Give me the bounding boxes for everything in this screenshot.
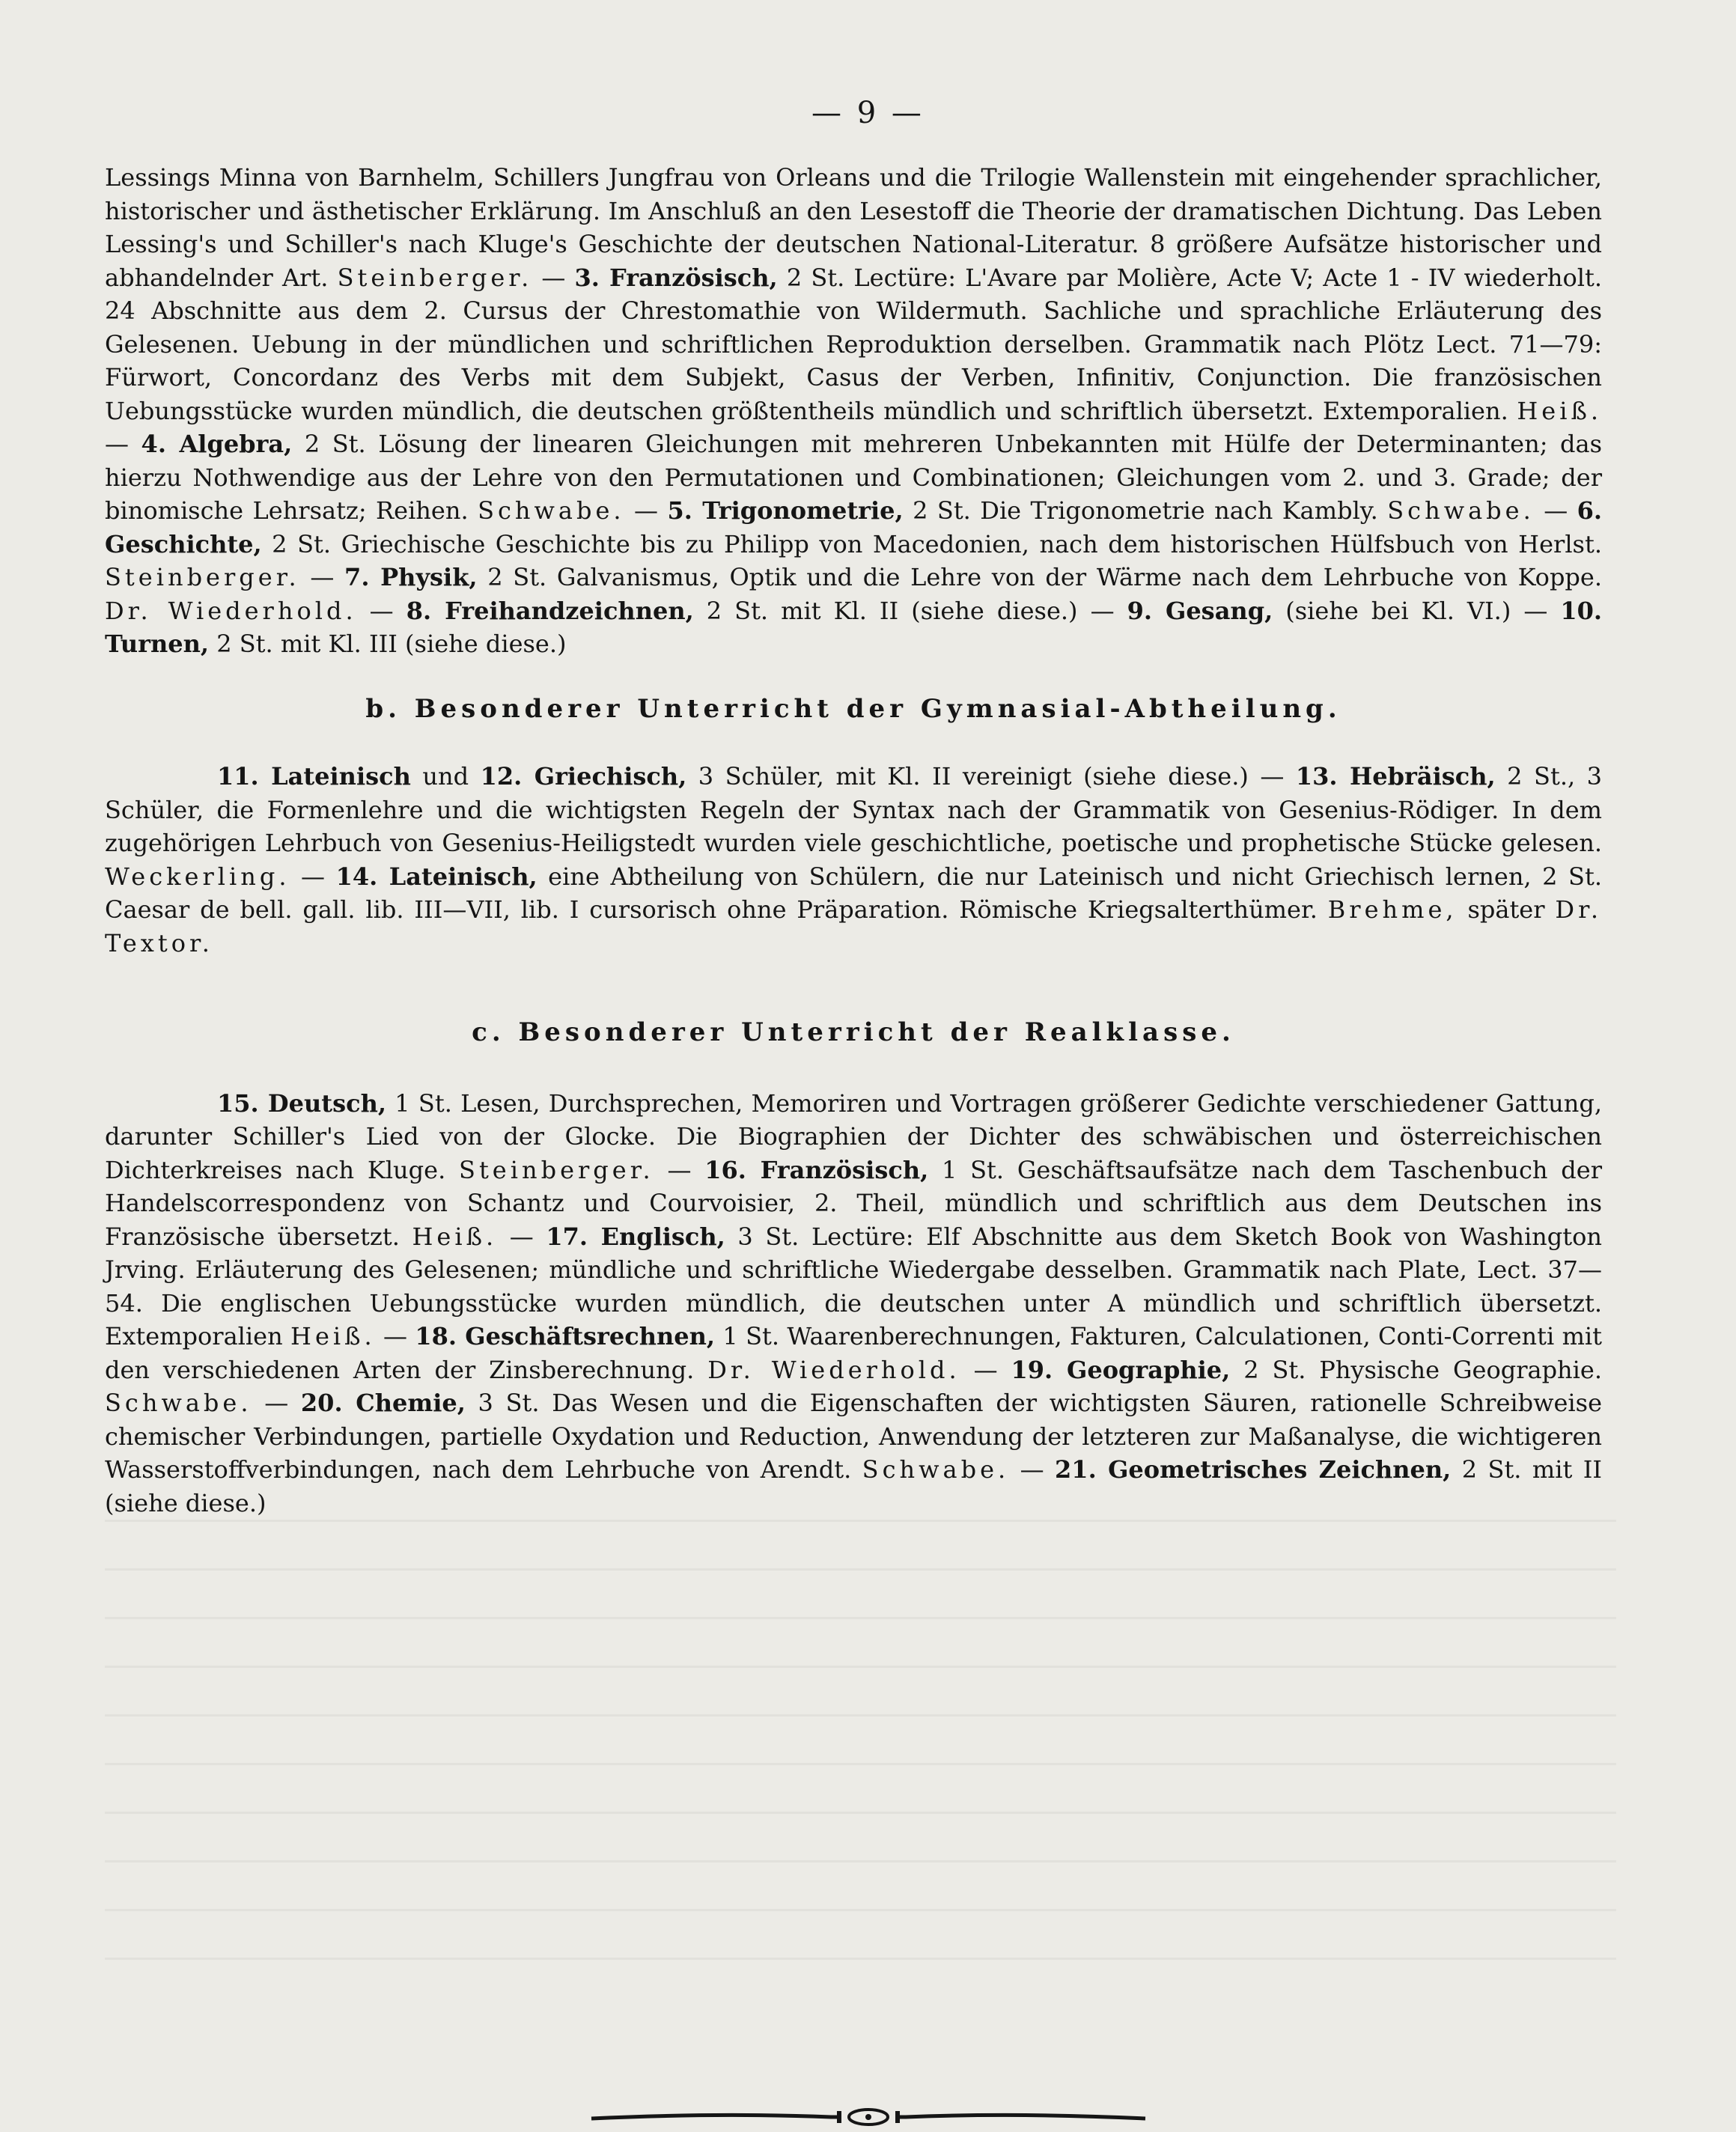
subject-label: 20. Chemie, — [300, 1389, 466, 1417]
body-text: 1 St. Geschäftsaufsätze nach dem Taschenbuch der Handelscorrespondenz von Schantz und Courvoisier, 2. Theil, mündlich und schriftlich aus dem Deutschen ins Französische übersetzt. — [105, 1155, 1602, 1251]
body-text: — — [375, 1322, 415, 1350]
body-text: (siehe bei Kl. VI.) — — [1273, 596, 1561, 625]
subject-label: 4. Algebra, — [141, 430, 293, 458]
body-text: — — [497, 1222, 546, 1251]
teacher-name: Steinberger. — [105, 563, 300, 591]
body-text: 3 St. Lectüre: Elf Abschnitte aus dem Sketch Book von Washington Jrving. Erläuterung des Gelesenen; mündliche und schriftliche Wiedergabe desselben. Grammatik nach Plate, Lect. 37—54. Die englischen Uebungsstücke wurden mündlich, die deutschen unter A mündlich und schriftlich übersetzt. Extemporalien — [105, 1222, 1603, 1350]
body-text: — — [299, 563, 345, 591]
body-text: — — [1009, 1455, 1056, 1484]
teacher-name: Steinberger. — [459, 1155, 654, 1184]
body-text: 3 Schüler, mit Kl. II vereinigt (siehe diese.) — — [686, 762, 1296, 791]
subject-label: 21. Geometrisches Zeichnen, — [1055, 1455, 1452, 1484]
subject-label: 19. Geographie, — [1011, 1355, 1231, 1384]
body-text: — — [356, 596, 406, 625]
subject-label: 6. Geschichte, — [105, 496, 1603, 558]
teacher-name: Steinberger. — [337, 263, 533, 292]
teacher-name: Schwabe. — [478, 496, 625, 525]
body-text: 2 St. mit Kl. II (siehe diese.) — — [693, 596, 1127, 625]
body-text: 2 St. Lösung der linearen Gleichungen mit mehreren Unbekannten mit Hülfe der Determinanten; das hierzu Nothwendige aus der Lehre von den Permutationen und Combinationen; Gleichungen vom 2. und 3. Grade; der binomische Lehrsatz; Reihen. — [105, 430, 1603, 525]
body-text: und — [410, 762, 481, 791]
body-text: — — [252, 1389, 301, 1417]
body-text: — — [960, 1355, 1011, 1384]
subject-label: 17. Englisch, — [546, 1222, 725, 1251]
body-text: 2 St. mit Kl. III (siehe diese.) — [209, 630, 567, 658]
subject-label: 15. Deutsch, — [217, 1088, 386, 1118]
subject-label: 8. Freihandzeichnen, — [406, 596, 694, 625]
teacher-name: Heiß. — [412, 1222, 498, 1251]
section-c-paragraph — [105, 1087, 1602, 1520]
teacher-name: Dr. Wiederhold. — [105, 596, 357, 625]
body-text: — — [624, 496, 668, 525]
section-c-heading: c. Besonderer Unterricht der Realklasse. — [472, 1017, 1235, 1047]
ornamental-divider-icon — [584, 2102, 1153, 2132]
body-text: 1 St. Lesen, Durchsprechen, Memoriren und Vortragen größerer Gedichte verschiedener Gattung, darunter Schiller's Lied von der Glocke. Die Biographien der Dichter des schwäbischen und österreichischen Dichterkreises nach Kluge. — [105, 1088, 1603, 1184]
subject-label: 13. Hebräisch, — [1295, 762, 1496, 791]
body-text: — — [105, 430, 141, 458]
subject-label: 7. Physik, — [344, 563, 478, 591]
teacher-name: Dr. Textor. — [105, 895, 1603, 957]
text-column — [105, 161, 1602, 1520]
teacher-name: Schwabe. — [1387, 496, 1535, 525]
subject-label: 11. Lateinisch — [217, 762, 411, 791]
body-text: 2 St. mit II (siehe diese.) — [105, 1455, 1603, 1517]
subject-label: 5. Trigonometrie, — [667, 496, 904, 525]
section-b-paragraph — [105, 760, 1602, 960]
subject-label: 12. Griechisch, — [480, 762, 687, 791]
subject-label: 18. Geschäftsrechnen, — [415, 1322, 716, 1350]
body-text: — — [532, 263, 575, 292]
teacher-name: Schwabe. — [862, 1455, 1010, 1484]
subject-label: 10. Turnen, — [105, 596, 1603, 658]
body-text: 1 St. Waarenberechnungen, Fakturen, Calculationen, Conti-Correnti mit den verschiedenen Arten der Zinsberechnung. — [105, 1322, 1603, 1384]
teacher-name: Schwabe. — [105, 1389, 252, 1417]
body-text: 2 St. Griechische Geschichte bis zu Philipp von Macedonien, nach dem historischen Hülfsbuch von Herlst. — [261, 529, 1602, 558]
body-text: 3 St. Das Wesen und die Eigenschaften der wichtigsten Säuren, rationelle Schreibweise chemischer Verbindungen, partielle Oxydation und Reduction, Anwendung der letzteren zur Maßanalyse, die wichtigeren Wasserstoffverbindungen, nach dem Lehrbuche von Arendt. — [105, 1389, 1603, 1484]
section-b-heading: b. Besonderer Unterricht der Gymnasial-Abtheilung. — [365, 693, 1341, 724]
body-text: 2 St. Physische Geographie. — [1230, 1355, 1602, 1384]
subject-label: 14. Lateinisch, — [335, 862, 537, 891]
body-text: Lessings Minna von Barnhelm, Schillers Jungfrau von Orleans und die Trilogie Wallenstein mit eingehender sprachlicher, historischer und ästhetischer Erklärung. Im Anschluß an den Lesestoff die Theorie der dramatischen Dichtung. Das Leben Lessing's und Schiller's nach Kluge's Geschichte der deutschen National-Literatur. 8 größere Aufsätze historischer und abhandelnder Art. — [105, 163, 1602, 292]
body-text: 2 St. Galvanismus, Optik und die Lehre von der Wärme nach dem Lehrbuche von Koppe. — [477, 563, 1603, 591]
teacher-name: Heiß. — [1517, 396, 1602, 425]
page-number: — 9 — — [811, 96, 925, 130]
teacher-name: Brehme, — [1327, 895, 1458, 924]
body-text: 2 St. Die Trigonometrie nach Kambly. — [903, 496, 1388, 525]
body-text: später — [1457, 895, 1556, 924]
body-text: 2 St., 3 Schüler, die Formenlehre und die wichtigsten Regeln der Syntax nach der Grammatik von Gesenius-Rödiger. In dem zugehörigen Lehrbuch von Gesenius-Heiligstedt wurden viele geschichtliche, poetische und prophetische Stücke gelesen. — [105, 762, 1603, 857]
teacher-name: Weckerling. — [105, 862, 290, 891]
teacher-name: Dr. Wiederhold. — [707, 1355, 960, 1384]
subject-label: 9. Gesang, — [1127, 596, 1273, 625]
section-a-paragraph — [105, 161, 1602, 661]
body-text: — — [654, 1155, 705, 1184]
body-text: — — [1534, 496, 1577, 525]
subject-label: 16. Französisch, — [704, 1155, 929, 1184]
subject-label: 3. Französisch, — [574, 263, 778, 292]
body-text: eine Abtheilung von Schülern, die nur Lateinisch und nicht Griechisch lernen, 2 St. Caesar de bell. gall. lib. III—VII, lib. I cursorisch ohne Präparation. Römische Kriegsalterthümer. — [105, 862, 1603, 924]
body-text: 2 St. Lectüre: L'Avare par Molière, Acte V; Acte 1 - IV wiederholt. 24 Abschnitte aus dem 2. Cursus der Chrestomathie von Wildermuth. Sachliche und sprachliche Erläuterung des Gelesenen. Uebung in der mündlichen und schriftlichen Reproduktion derselben. Grammatik nach Plötz Lect. 71—79: Fürwort, Concordanz des Verbs mit dem Subjekt, Casus der Verben, Infinitiv, Conjunction. Die französischen Uebungsstücke wurden mündlich, die deutschen größtentheils mündlich und schriftlich übersetzt. Extemporalien. — [105, 263, 1603, 425]
body-text: — — [290, 862, 336, 891]
teacher-name: Heiß. — [290, 1322, 376, 1350]
